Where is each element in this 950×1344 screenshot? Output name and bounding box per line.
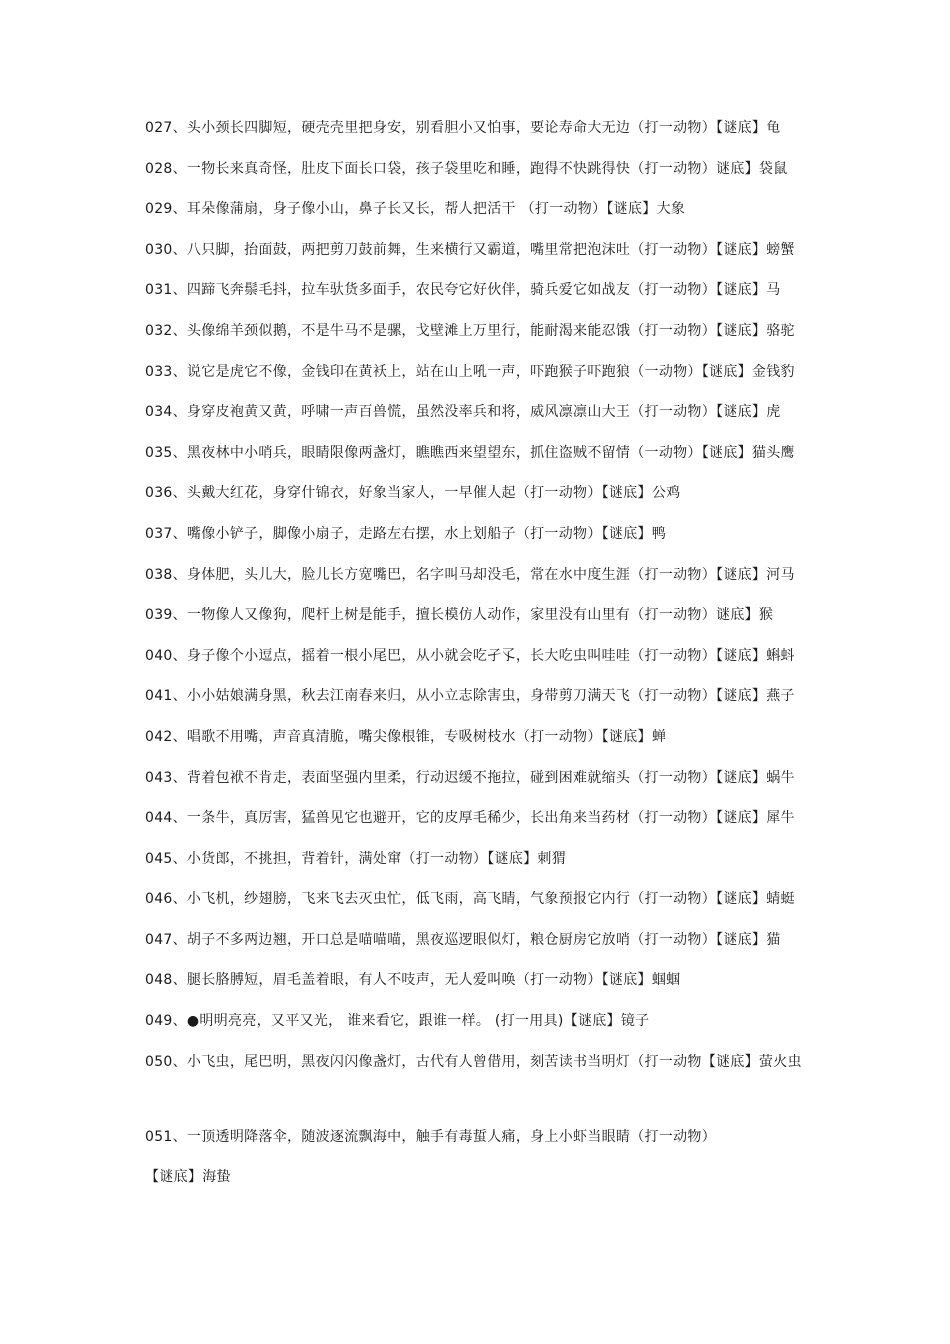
riddle-line: 040、身子像个小逗点，摇着一根小尾巴，从小就会吃孑孓，长大吃虫叫哇哇（打一动物）【谜底】蝌蚪: [145, 647, 795, 664]
riddle-line: 043、背着包袱不肯走，表面坚强内里柔，行动迟缓不拖拉，碰到困难就缩头（打一动物）【谜底】蜗牛: [145, 769, 795, 786]
riddle-line: 028、一物长来真奇怪，肚皮下面长口袋，孩子袋里吃和睡，跑得不快跳得快（打一动物）谜底】袋鼠: [145, 160, 788, 177]
riddle-line: 032、头像绵羊颈似鹅，不是牛马不是骡，戈壁滩上万里行，能耐渴来能忍饿（打一动物）【谜底】骆驼: [145, 322, 795, 339]
riddle-line: 044、一条牛，真厉害，猛兽见它也避开，它的皮厚毛稀少，长出角来当药材（打一动物）【谜底】犀牛: [145, 810, 795, 827]
riddle-line: 035、黑夜林中小哨兵，眼睛限像两盏灯，瞧瞧西来望望东，抓住盗贼不留情（一动物）【谜底】猫头鹰: [145, 444, 795, 461]
riddle-line: 042、唱歌不用嘴，声音真清脆，嘴尖像根锥，专吸树枝水（打一动物）【谜底】蝉: [145, 728, 667, 745]
riddle-051-answer: 【谜底】海蛰: [145, 1169, 231, 1185]
riddle-line: 041、小小姑娘满身黑，秋去江南春来归，从小立志除害虫，身带剪刀满天飞（打一动物）【谜底】燕子: [145, 688, 795, 705]
riddle-line: 030、八只脚，抬面鼓，两把剪刀鼓前舞，生来横行又霸道，嘴里常把泡沫吐（打一动物）【谜底】螃蟹: [145, 241, 795, 258]
riddle-line: 047、胡子不多两边翘，开口总是喵喵喵，黑夜巡逻眼似灯，粮仓厨房它放哨（打一动物）【谜底】猫: [145, 931, 781, 948]
riddle-line: 037、嘴像小铲子，脚像小扇子，走路左右摆，水上划船子（打一动物）【谜底】鸭: [145, 525, 667, 542]
riddle-line: 036、头戴大红花，身穿什锦衣，好象当家人，一早催人起（打一动物）【谜底】公鸡: [145, 485, 681, 502]
riddle-051: 051、一顶透明降落伞，随波逐流飘海中，触手有毒蜇人痛，身上小虾当眼睛（打一动物）: [145, 1129, 717, 1145]
riddle-line: 049、●明明亮亮，又平又光， 谁来看它，跟谁一样。 (打一用具)【谜底】镜子: [145, 1013, 650, 1030]
riddle-line: 048、腿长胳膊短，眉毛盖着眼，有人不吱声，无人爱叫唤（打一动物）【谜底】蝈蝈: [145, 972, 681, 989]
riddle-line: 038、身体肥，头儿大，脸儿长方宽嘴巴，名字叫马却没毛，常在水中度生涯（打一动物）【谜底】河马: [145, 566, 795, 583]
riddle-line: 046、小飞机，纱翅膀，飞来飞去灭虫忙，低飞雨，高飞睛，气象预报它内行（打一动物）【谜底】蜻蜓: [145, 891, 795, 908]
riddle-line: 033、说它是虎它不像，金钱印在黄袄上，站在山上吼一声，吓跑猴子吓跑狼（一动物）【谜底】金钱豹: [145, 363, 795, 380]
riddle-line: 029、耳朵像蒲扇，身子像小山，鼻子长又长，帮人把活干 （打一动物）【谜底】大象: [145, 201, 686, 218]
riddle-line: 034、身穿皮袍黄又黄，呼啸一声百兽慌，虽然没率兵和将，威风凛凛山大王（打一动物）【谜底】虎: [145, 404, 781, 421]
riddle-line: 027、头小颈长四脚短，硬壳壳里把身安，别看胆小又怕事，要论寿命大无边（打一动物）【谜底】龟: [145, 120, 781, 136]
riddle-line: 031、四蹄飞奔鬃毛抖，拉车驮货多面手，农民夸它好伙伴，骑兵爱它如战友（打一动物）【谜底】马: [145, 282, 781, 299]
riddle-list: [145, 117, 802, 1091]
riddle-line: 050、小飞虫，尾巴明，黑夜闪闪像盏灯，古代有人曾借用，刻苦读书当明灯（打一动物【谜底】萤火虫: [145, 1053, 802, 1070]
riddle-line: 039、一物像人又像狗，爬杆上树是能手，擅长模仿人动作，家里没有山里有（打一动物）谜底】猴: [145, 607, 774, 624]
riddle-line: 045、小货郎，不挑担，背着针，满处窜（打一动物）【谜底】刺猬: [145, 850, 567, 867]
